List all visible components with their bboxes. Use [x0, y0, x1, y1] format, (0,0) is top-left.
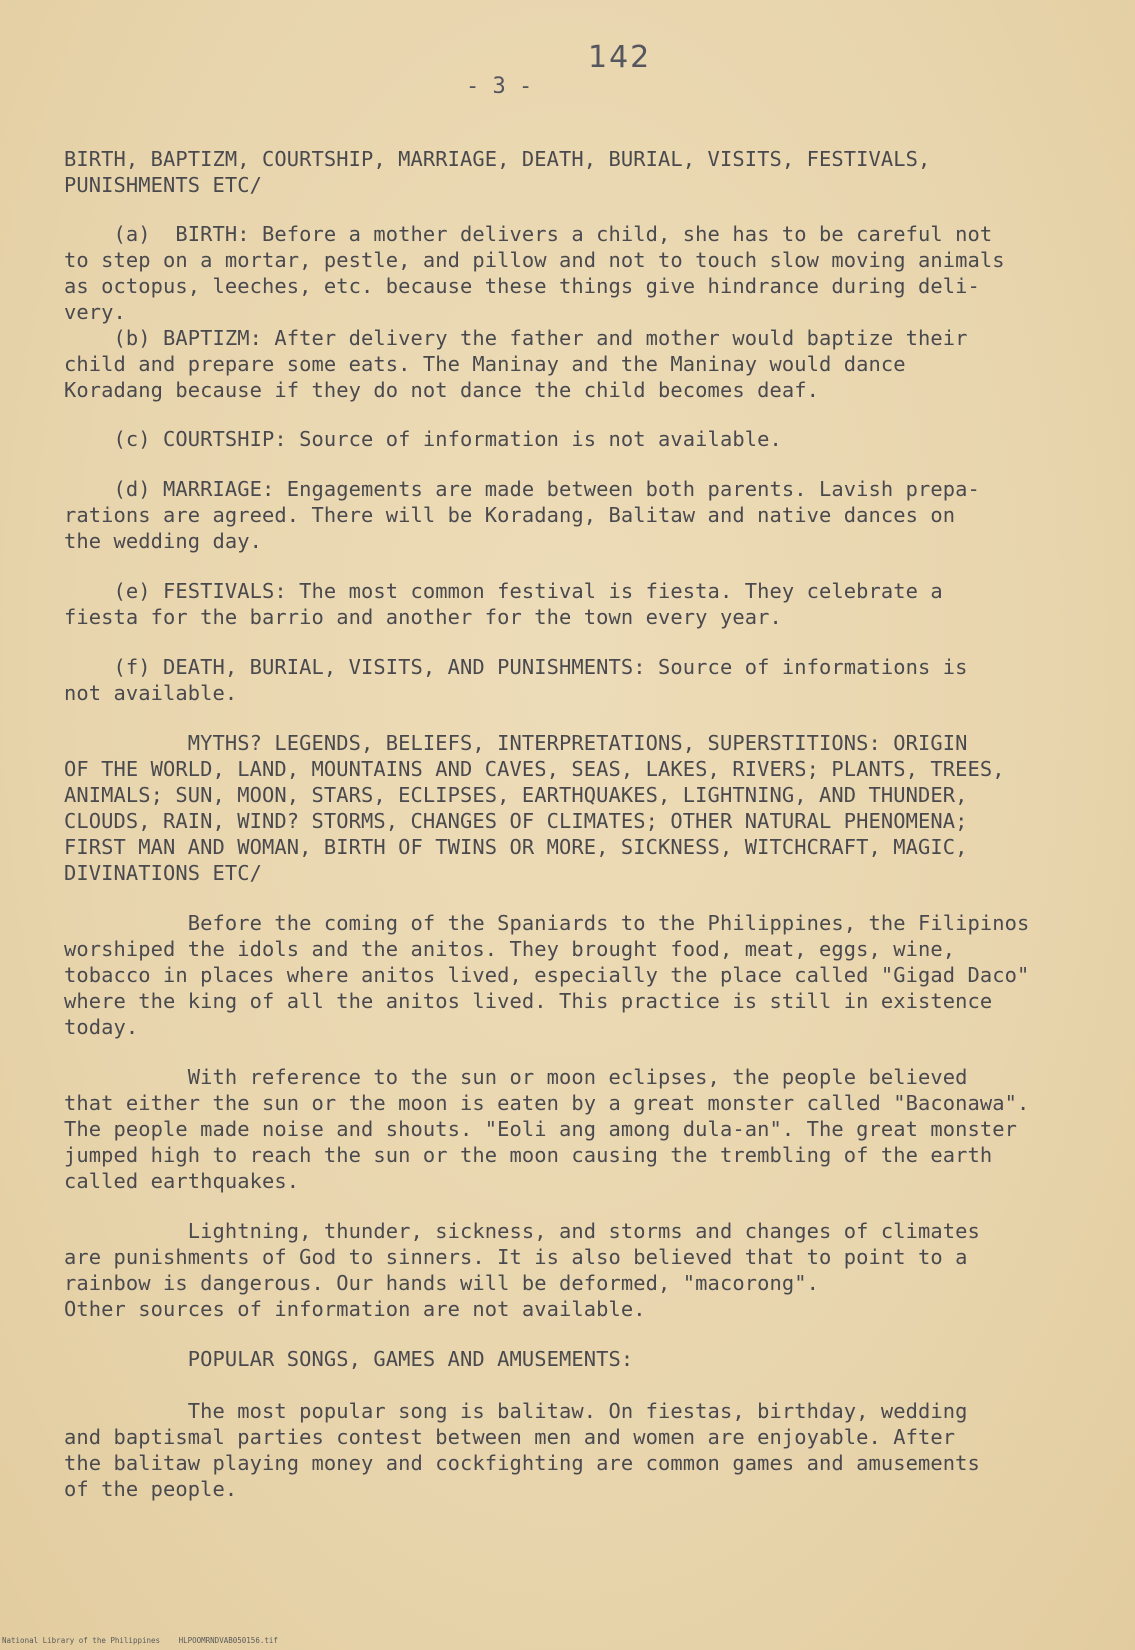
- text-line: (a) BIRTH: Before a mother delivers a child, she has to be careful not: [64, 222, 993, 246]
- footer-filename: HLPOOMRNDVAB050156.tif: [178, 1636, 278, 1645]
- text-line: DIVINATIONS ETC/: [64, 861, 263, 885]
- text-line: OF THE WORLD, LAND, MOUNTAINS AND CAVES, SEAS, LAKES, RIVERS; PLANTS, TREES,: [64, 757, 1005, 781]
- handwritten-page-number: 142: [588, 40, 652, 75]
- text-line: (c) COURTSHIP: Source of information is not available.: [64, 427, 782, 451]
- text-line: (f) DEATH, BURIAL, VISITS, AND PUNISHMENTS: Source of informations is: [64, 655, 968, 679]
- text-line: where the king of all the anitos lived. This practice is still in existence: [64, 989, 993, 1013]
- text-line: as octopus, leeches, etc. because these things give hindrance during deli-: [64, 274, 980, 298]
- text-line: not available.: [64, 681, 238, 705]
- text-line: The people made noise and shouts. "Eoli ang among dula-an". The great monster: [64, 1117, 1017, 1141]
- text-line: child and prepare some eats. The Maninay and the Maninay would dance: [64, 352, 906, 376]
- text-line: jumped high to reach the sun or the moon causing the trembling of the earth: [64, 1143, 993, 1167]
- text-line: Before the coming of the Spaniards to the Philippines, the Filipinos: [64, 911, 1030, 935]
- text-line: rations are agreed. There will be Koradang, Balitaw and native dances on: [64, 503, 956, 527]
- scan-footer: [2, 1636, 292, 1645]
- text-line: Lightning, thunder, sickness, and storms and changes of climates: [64, 1219, 980, 1243]
- text-line: MYTHS? LEGENDS, BELIEFS, INTERPRETATIONS, SUPERSTITIONS: ORIGIN: [64, 731, 968, 755]
- text-line: The most popular song is balitaw. On fiestas, birthday, wedding: [64, 1399, 968, 1423]
- text-line: to step on a mortar, pestle, and pillow and not to touch slow moving animals: [64, 248, 1005, 272]
- text-line: the balitaw playing money and cockfighting are common games and amusements: [64, 1451, 980, 1475]
- text-line: are punishments of God to sinners. It is also believed that to point to a: [64, 1245, 968, 1269]
- text-line: (d) MARRIAGE: Engagements are made between both parents. Lavish prepa-: [64, 477, 980, 501]
- text-line: worshiped the idols and the anitos. They brought food, meat, eggs, wine,: [64, 937, 956, 961]
- text-line: Other sources of information are not available.: [64, 1297, 646, 1321]
- text-line: called earthquakes.: [64, 1169, 300, 1193]
- text-line: very.: [64, 300, 126, 324]
- text-line: (e) FESTIVALS: The most common festival is fiesta. They celebrate a: [64, 579, 943, 603]
- text-line: ANIMALS; SUN, MOON, STARS, ECLIPSES, EARTHQUAKES, LIGHTNING, AND THUNDER,: [64, 783, 968, 807]
- text-line: With reference to the sun or moon eclipses, the people believed: [64, 1065, 968, 1089]
- text-line: today.: [64, 1015, 139, 1039]
- text-line: BIRTH, BAPTIZM, COURTSHIP, MARRIAGE, DEATH, BURIAL, VISITS, FESTIVALS,: [64, 147, 931, 171]
- text-line: and baptismal parties contest between men and women are enjoyable. After: [64, 1425, 956, 1449]
- text-line: of the people.: [64, 1477, 238, 1501]
- typed-page-number: - 3 -: [466, 74, 533, 99]
- section-heading: POPULAR SONGS, GAMES AND AMUSEMENTS:: [64, 1347, 634, 1371]
- text-line: rainbow is dangerous. Our hands will be deformed, "macorong".: [64, 1271, 819, 1295]
- text-line: Koradang because if they do not dance the child becomes deaf.: [64, 378, 819, 402]
- text-line: (b) BAPTIZM: After delivery the father and mother would baptize their: [64, 326, 968, 350]
- text-line: CLOUDS, RAIN, WIND? STORMS, CHANGES OF CLIMATES; OTHER NATURAL PHENOMENA;: [64, 809, 968, 833]
- text-line: fiesta for the barrio and another for the town every year.: [64, 605, 782, 629]
- footer-source: National Library of the Philippines: [2, 1636, 161, 1645]
- text-line: the wedding day.: [64, 529, 263, 553]
- text-line: tobacco in places where anitos lived, especially the place called "Gigad Daco": [64, 963, 1030, 987]
- text-line: FIRST MAN AND WOMAN, BIRTH OF TWINS OR MORE, SICKNESS, WITCHCRAFT, MAGIC,: [64, 835, 968, 859]
- text-line: that either the sun or the moon is eaten by a great monster called "Baconawa".: [64, 1091, 1030, 1115]
- text-line: PUNISHMENTS ETC/: [64, 173, 263, 197]
